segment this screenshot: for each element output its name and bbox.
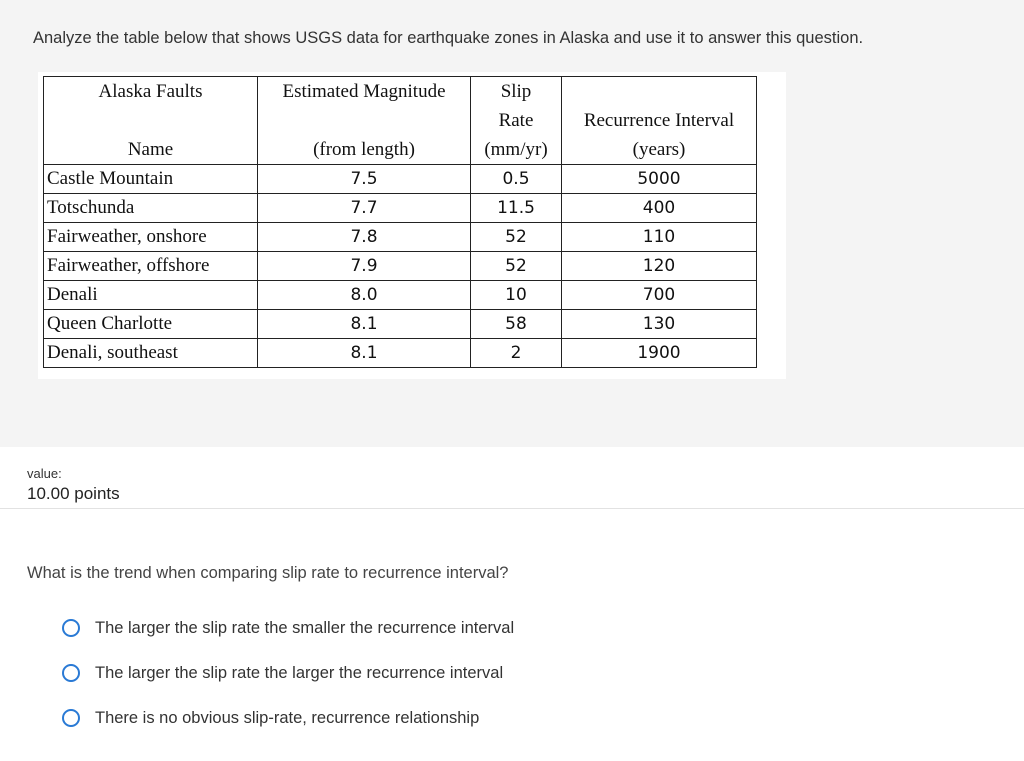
cell-fault-name: Fairweather, onshore xyxy=(44,223,258,252)
cell-slip-rate: 0.5 xyxy=(471,165,562,194)
faults-table xyxy=(43,76,757,368)
prompt-text: Analyze the table below that shows USGS data for earthquake zones in Alaska and use it to answer this question. xyxy=(33,29,864,47)
cell-magnitude: 7.7 xyxy=(258,194,471,223)
cell-magnitude: 8.0 xyxy=(258,281,471,310)
header-recurrence-title: Recurrence Interval xyxy=(583,110,735,131)
answer-option-label: The larger the slip rate the larger the recurrence interval xyxy=(95,663,504,682)
question-text: What is the trend when comparing slip rate to recurrence interval? xyxy=(27,564,509,582)
header-slip-line3: (mm/yr) xyxy=(484,139,548,160)
cell-slip-rate: 2 xyxy=(471,339,562,368)
table-image xyxy=(38,72,786,379)
cell-magnitude: 7.9 xyxy=(258,252,471,281)
header-faults-name xyxy=(44,77,258,165)
table-row xyxy=(44,194,757,223)
cell-magnitude: 7.8 xyxy=(258,223,471,252)
answer-option-label: There is no obvious slip-rate, recurrence relationship xyxy=(95,708,480,727)
table-row xyxy=(44,339,757,368)
value-label: value: xyxy=(27,466,62,481)
cell-recurrence: 120 xyxy=(562,252,757,281)
header-slip-rate xyxy=(471,77,562,165)
header-magnitude xyxy=(258,77,471,165)
cell-slip-rate: 58 xyxy=(471,310,562,339)
cell-fault-name: Denali xyxy=(44,281,258,310)
cell-slip-rate: 52 xyxy=(471,223,562,252)
cell-fault-name: Queen Charlotte xyxy=(44,310,258,339)
cell-recurrence: 400 xyxy=(562,194,757,223)
section-divider xyxy=(0,508,1024,509)
table-row xyxy=(44,281,757,310)
cell-magnitude: 8.1 xyxy=(258,310,471,339)
header-recurrence xyxy=(562,77,757,165)
answer-option-3[interactable] xyxy=(62,705,479,731)
cell-slip-rate: 11.5 xyxy=(471,194,562,223)
cell-fault-name: Totschunda xyxy=(44,194,258,223)
cell-recurrence: 1900 xyxy=(562,339,757,368)
radio-circle-icon[interactable] xyxy=(62,619,80,637)
header-magnitude-sub: (from length) xyxy=(313,139,415,160)
cell-recurrence: 700 xyxy=(562,281,757,310)
answer-option-1[interactable] xyxy=(62,615,514,641)
cell-fault-name: Denali, southeast xyxy=(44,339,258,368)
cell-slip-rate: 52 xyxy=(471,252,562,281)
cell-fault-name: Castle Mountain xyxy=(44,165,258,194)
header-name-sub: Name xyxy=(127,139,174,160)
cell-recurrence: 5000 xyxy=(562,165,757,194)
header-recurrence-sub: (years) xyxy=(632,139,686,160)
table-header-row xyxy=(44,77,757,165)
cell-recurrence: 130 xyxy=(562,310,757,339)
cell-recurrence: 110 xyxy=(562,223,757,252)
table-row xyxy=(44,252,757,281)
value-points: 10.00 points xyxy=(27,484,120,503)
table-row xyxy=(44,165,757,194)
table-row xyxy=(44,223,757,252)
header-magnitude-title: Estimated Magnitude xyxy=(282,81,446,102)
radio-circle-icon[interactable] xyxy=(62,664,80,682)
cell-slip-rate: 10 xyxy=(471,281,562,310)
header-faults-title: Alaska Faults xyxy=(98,81,203,102)
header-slip-line1: Slip xyxy=(500,81,532,102)
cell-magnitude: 8.1 xyxy=(258,339,471,368)
answer-option-2[interactable] xyxy=(62,660,503,686)
table-row xyxy=(44,310,757,339)
cell-fault-name: Fairweather, offshore xyxy=(44,252,258,281)
header-slip-line2: Rate xyxy=(498,110,534,131)
radio-circle-icon[interactable] xyxy=(62,709,80,727)
cell-magnitude: 7.5 xyxy=(258,165,471,194)
answer-option-label: The larger the slip rate the smaller the recurrence interval xyxy=(95,618,515,637)
